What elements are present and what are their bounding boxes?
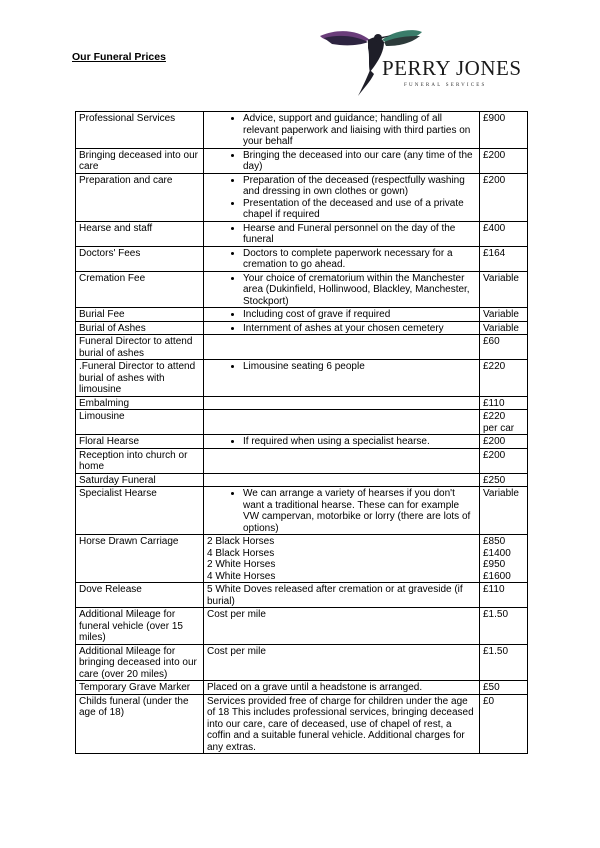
price-value: £200 bbox=[483, 436, 506, 447]
price bbox=[480, 221, 528, 246]
price-value: Variable bbox=[483, 488, 519, 499]
price bbox=[480, 608, 528, 645]
price bbox=[480, 335, 528, 360]
price bbox=[480, 112, 528, 149]
price-value: £50 bbox=[483, 682, 500, 693]
description-item: • We can arrange a variety of hearses if you don't want a traditional hearse. These can for example VW campervan, motorbike or lorry (there are lots of options) bbox=[243, 488, 476, 534]
table-row bbox=[76, 173, 528, 221]
table-row bbox=[76, 335, 528, 360]
price bbox=[480, 148, 528, 173]
service-description bbox=[204, 173, 480, 221]
price bbox=[480, 435, 528, 449]
price-value: £400 bbox=[483, 222, 506, 234]
table-row bbox=[76, 435, 528, 449]
description-line: Cost per mile bbox=[207, 645, 266, 657]
price-value: £1.50 bbox=[483, 609, 509, 620]
price bbox=[480, 360, 528, 397]
table-row bbox=[76, 410, 528, 435]
description-item: • Including cost of grave if required bbox=[243, 309, 476, 321]
price-value: £164 bbox=[483, 247, 506, 259]
table-row bbox=[76, 608, 528, 645]
service-description bbox=[204, 473, 480, 487]
price-value: £110 bbox=[483, 584, 505, 595]
description-item: • Bringing the deceased into our care (any time of the day) bbox=[243, 150, 476, 173]
service-description bbox=[204, 608, 480, 645]
service-name: .Funeral Director to attend burial of ashes with limousine bbox=[76, 360, 204, 397]
description-list bbox=[207, 150, 476, 173]
service-name: Saturday Funeral bbox=[76, 473, 204, 487]
service-description bbox=[204, 644, 480, 681]
table-row bbox=[76, 321, 528, 335]
description-line: Placed on a grave until a headstone is arranged. bbox=[207, 682, 423, 693]
description-list bbox=[207, 436, 476, 448]
price bbox=[480, 644, 528, 681]
description-list bbox=[207, 488, 476, 534]
service-description bbox=[204, 435, 480, 449]
description-list bbox=[207, 361, 476, 373]
service-name: Burial Fee bbox=[76, 308, 204, 322]
service-name: Doctors' Fees bbox=[76, 246, 204, 271]
table-row bbox=[76, 246, 528, 271]
price-value: £0 bbox=[483, 695, 495, 707]
price bbox=[480, 448, 528, 473]
service-description bbox=[204, 535, 480, 583]
service-name: Hearse and staff bbox=[76, 221, 204, 246]
service-name: Burial of Ashes bbox=[76, 321, 204, 335]
price-value: £1.50 bbox=[483, 645, 509, 657]
description-item: • Presentation of the deceased and use of a private chapel if required bbox=[243, 198, 476, 221]
table-row bbox=[76, 360, 528, 397]
price-value: £850 bbox=[483, 536, 506, 547]
price-value: £950 bbox=[483, 559, 506, 570]
brand-tagline: FUNERAL SERVICES bbox=[404, 83, 487, 88]
description-line: 2 White Horses bbox=[207, 559, 276, 570]
description-item: • Internment of ashes at your chosen cemetery bbox=[243, 323, 476, 335]
table-row bbox=[76, 396, 528, 410]
description-list bbox=[207, 248, 476, 271]
price bbox=[480, 473, 528, 487]
price-value: £200 bbox=[483, 174, 506, 186]
service-description bbox=[204, 583, 480, 608]
price-value: £1400 bbox=[483, 547, 511, 559]
price-value: Variable bbox=[483, 309, 519, 320]
description-line: 4 White Horses bbox=[207, 570, 276, 582]
service-description bbox=[204, 221, 480, 246]
price-value: Variable bbox=[483, 322, 519, 334]
table-row bbox=[76, 473, 528, 487]
table-row bbox=[76, 221, 528, 246]
service-description bbox=[204, 112, 480, 149]
price bbox=[480, 308, 528, 322]
table-row bbox=[76, 308, 528, 322]
service-description bbox=[204, 448, 480, 473]
price-value: per car bbox=[483, 422, 515, 434]
table-row bbox=[76, 112, 528, 149]
service-description bbox=[204, 681, 480, 695]
perry-jones-logo bbox=[318, 26, 528, 100]
description-item: • Doctors to complete paperwork necessary for a cremation to go ahead. bbox=[243, 248, 476, 271]
price-table bbox=[75, 111, 528, 754]
service-name: Additional Mileage for funeral vehicle (over 15 miles) bbox=[76, 608, 204, 645]
description-item: • Your choice of crematorium within the Manchester area (Dukinfield, Hollinwood, Blackley, Manchester, Stockport) bbox=[243, 273, 476, 308]
description-list bbox=[207, 273, 476, 308]
price-value: £200 bbox=[483, 449, 506, 461]
price-value: Variable bbox=[483, 272, 519, 284]
table-row bbox=[76, 644, 528, 681]
price bbox=[480, 583, 528, 608]
description-list bbox=[207, 223, 476, 246]
description-list bbox=[207, 113, 476, 148]
service-name: Specialist Hearse bbox=[76, 487, 204, 535]
service-description bbox=[204, 396, 480, 410]
description-line: Services provided free of charge for children under the age of 18 This includes professional services, bringing deceased into our care, care of deceased, use of chapel of rest, a coffin and a suitable funeral vehicle. Additional charges for any extras. bbox=[207, 695, 474, 753]
service-name: Funeral Director to attend burial of ashes bbox=[76, 335, 204, 360]
description-item: • Advice, support and guidance; handling of all relevant paperwork and liaising with third parties on your behalf bbox=[243, 113, 476, 148]
price bbox=[480, 271, 528, 308]
description-list bbox=[207, 309, 476, 321]
description-item: • Limousine seating 6 people bbox=[243, 361, 476, 373]
description-line: Cost per mile bbox=[207, 609, 266, 620]
service-description bbox=[204, 148, 480, 173]
service-name: Dove Release bbox=[76, 583, 204, 608]
price-value: £900 bbox=[483, 113, 506, 124]
service-name: Limousine bbox=[76, 410, 204, 435]
table-row bbox=[76, 271, 528, 308]
price bbox=[480, 173, 528, 221]
price bbox=[480, 410, 528, 435]
service-name: Horse Drawn Carriage bbox=[76, 535, 204, 583]
page-title: Our Funeral Prices bbox=[72, 51, 166, 63]
description-item: • Hearse and Funeral personnel on the day of the funeral bbox=[243, 223, 476, 246]
service-description bbox=[204, 360, 480, 397]
price-value: £60 bbox=[483, 336, 500, 347]
table-row bbox=[76, 583, 528, 608]
service-description bbox=[204, 246, 480, 271]
description-list bbox=[207, 175, 476, 221]
service-name: Additional Mileage for bringing deceased into our care (over 20 miles) bbox=[76, 644, 204, 681]
price bbox=[480, 396, 528, 410]
service-name: Bringing deceased into our care bbox=[76, 148, 204, 173]
price-value: £1600 bbox=[483, 570, 511, 582]
table-row bbox=[76, 535, 528, 583]
description-item: • If required when using a specialist hearse. bbox=[243, 436, 476, 448]
price bbox=[480, 246, 528, 271]
service-name: Reception into church or home bbox=[76, 448, 204, 473]
service-name: Temporary Grave Marker bbox=[76, 681, 204, 695]
price bbox=[480, 694, 528, 754]
service-name: Preparation and care bbox=[76, 173, 204, 221]
description-line: 2 Black Horses bbox=[207, 536, 275, 547]
price bbox=[480, 681, 528, 695]
service-description bbox=[204, 487, 480, 535]
description-line: 4 Black Horses bbox=[207, 547, 275, 559]
price bbox=[480, 487, 528, 535]
service-name: Professional Services bbox=[76, 112, 204, 149]
service-name: Floral Hearse bbox=[76, 435, 204, 449]
service-name: Embalming bbox=[76, 396, 204, 410]
price-value: £110 bbox=[483, 397, 505, 409]
table-row bbox=[76, 487, 528, 535]
price-value: £220 bbox=[483, 361, 506, 372]
brand-name: PERRY JONES bbox=[382, 56, 522, 80]
price bbox=[480, 535, 528, 583]
service-description bbox=[204, 335, 480, 360]
description-list bbox=[207, 323, 476, 335]
service-name: Cremation Fee bbox=[76, 271, 204, 308]
price-value: £200 bbox=[483, 149, 506, 161]
price bbox=[480, 321, 528, 335]
table-row bbox=[76, 681, 528, 695]
table-row bbox=[76, 148, 528, 173]
service-description bbox=[204, 321, 480, 335]
service-name: Childs funeral (under the age of 18) bbox=[76, 694, 204, 754]
description-line: 5 White Doves released after cremation or at graveside (if burial) bbox=[207, 584, 463, 607]
price-value: £250 bbox=[483, 474, 506, 486]
price-value: £220 bbox=[483, 411, 506, 422]
service-description bbox=[204, 308, 480, 322]
service-description bbox=[204, 410, 480, 435]
service-description bbox=[204, 271, 480, 308]
table-row bbox=[76, 694, 528, 754]
description-item: • Preparation of the deceased (respectfully washing and dressing in own clothes or gown) bbox=[243, 175, 476, 198]
service-description bbox=[204, 694, 480, 754]
table-row bbox=[76, 448, 528, 473]
